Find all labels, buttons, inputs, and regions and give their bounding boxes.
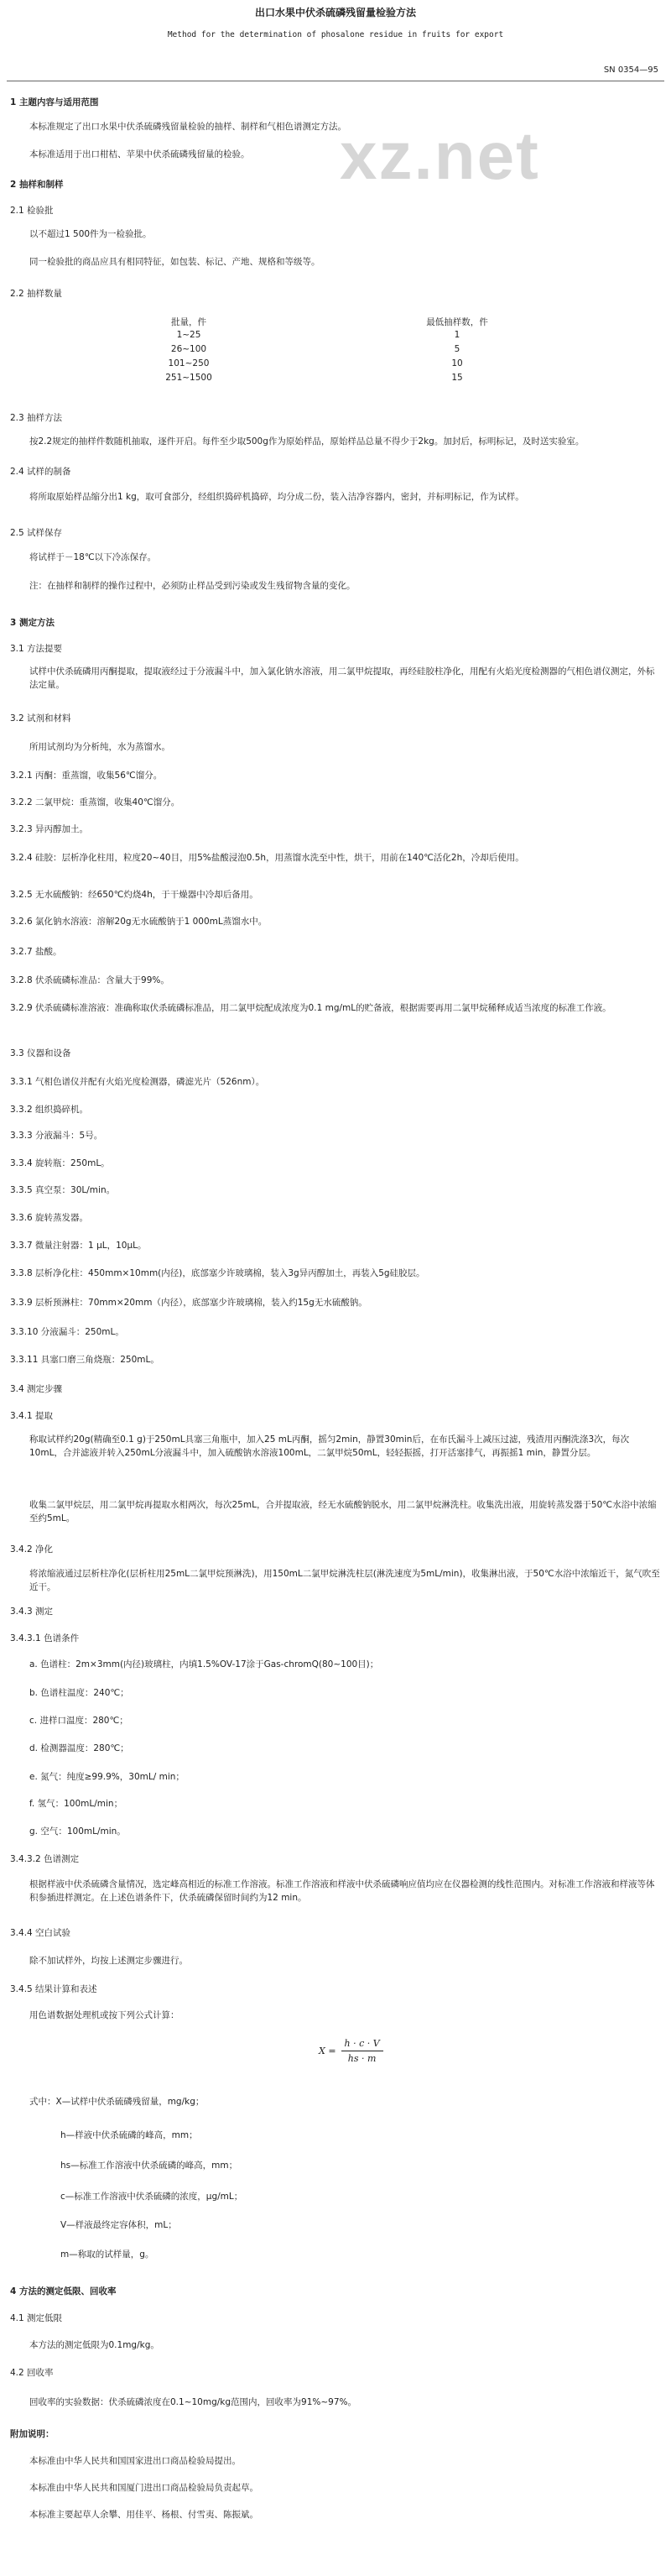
clause: 3.3.1 气相色谱仪并配有火焰光度检测器，磷滤光片（526nm）。 bbox=[10, 1077, 265, 1087]
formula-fraction bbox=[341, 2038, 383, 2064]
section-4-heading: 4 方法的测定低限、回收率 bbox=[10, 2286, 117, 2296]
section-1-heading: 1 主题内容与适用范围 bbox=[10, 97, 99, 107]
appendix-line: 本标准由中华人民共和国国家进出口商品检验局提出。 bbox=[29, 2456, 241, 2466]
formula-legend: 式中：X—试样中伏杀硫磷残留量，mg/kg； bbox=[29, 2097, 205, 2107]
clause: 3.3.4 旋转瓶：250mL。 bbox=[10, 1158, 110, 1168]
list-item: b. 色谱柱温度：240℃； bbox=[29, 1688, 129, 1698]
subsection-heading: 3.4 测定步骤 bbox=[10, 1384, 63, 1394]
list-item: e. 氮气：纯度≥99.9%，30mL/ min； bbox=[29, 1772, 185, 1782]
list-item: d. 检测器温度：280℃； bbox=[29, 1743, 129, 1753]
paragraph: 按2.2规定的抽样件数随机抽取，逐件开启。每件至少取500g作为原始样品，原始样品总量不得少于2kg。加封后，标明标记，及时送实验室。 bbox=[29, 436, 585, 447]
standard-number: SN 0354—95 bbox=[603, 65, 658, 75]
subsection-heading: 2.5 试样保存 bbox=[10, 528, 63, 538]
paragraph: 所用试剂均为分析纯，水为蒸馏水。 bbox=[29, 742, 170, 752]
subsection-heading: 3.3 仪器和设备 bbox=[10, 1048, 71, 1058]
subsection-heading: 4.1 测定低限 bbox=[10, 2313, 63, 2323]
subsection-heading: 3.4.4 空白试验 bbox=[10, 1928, 71, 1938]
watermark: xz.net bbox=[340, 118, 540, 193]
table-cell: 26~100 bbox=[170, 344, 207, 354]
document-title: 出口水果中伏杀硫磷残留量检验方法 bbox=[254, 7, 416, 18]
appendix-line: 本标准主要起草人余攀、用佳平、杨根、付雪夷、陈振斌。 bbox=[29, 2510, 258, 2520]
formula-numerator: h · c · V bbox=[341, 2038, 383, 2051]
section-1-paragraph: 本标准规定了出口水果中伏杀硫磷残留量检验的抽样、制样和气相色谱测定方法。 bbox=[29, 122, 346, 132]
subsection-heading: 3.4.1 提取 bbox=[10, 1411, 54, 1421]
clause: 3.3.3 分液漏斗：5号。 bbox=[10, 1131, 103, 1141]
subsection-heading: 3.4.2 净化 bbox=[10, 1544, 54, 1554]
table-header-cell: 批量，件 bbox=[171, 317, 206, 327]
paragraph: 本方法的测定低限为0.1mg/kg。 bbox=[29, 2340, 159, 2350]
clause: 3.2.4 硅胶：层析净化柱用，粒度20~40目，用5%盐酸浸泡0.5h，用蒸馏水洗至中性，烘干，用前在140℃活化2h，冷却后使用。 bbox=[10, 853, 524, 863]
subsection-heading: 3.4.5 结果计算和表述 bbox=[10, 1984, 97, 1994]
table-cell: 5 bbox=[454, 344, 460, 354]
list-item: a. 色谱柱：2m×3mm(内径)玻璃柱，内填1.5%OV-17涂于Gas-chromQ(80~100目)； bbox=[29, 1659, 379, 1669]
subsection-heading: 2.1 检验批 bbox=[10, 206, 54, 216]
clause: 3.3.5 真空泵：30L/min。 bbox=[10, 1185, 116, 1195]
clause: 3.3.11 具塞口磨三角烧瓶：250mL。 bbox=[10, 1355, 159, 1365]
clause: 3.3.7 微量注射器：1 μL，10μL。 bbox=[10, 1241, 147, 1251]
paragraph: 回收率的实验数据：伏杀硫磷浓度在0.1~10mg/kg范围内，回收率为91%~97%。 bbox=[29, 2397, 357, 2407]
formula-legend-item: h—样液中伏杀硫磷的峰高，mm； bbox=[60, 2130, 198, 2140]
appendix-line: 本标准由中华人民共和国厦门进出口商品检验局负责起草。 bbox=[29, 2483, 258, 2493]
subsection-heading: 3.2 试剂和材料 bbox=[10, 713, 71, 724]
table-cell: 15 bbox=[451, 373, 463, 383]
paragraph: 将浓缩液通过层析柱净化(层析柱用25mL二氯甲烷预淋洗)，用150mL二氯甲烷淋洗柱层(淋洗速度为5mL/min)，收集淋出液，于50℃水浴中浓缩近干，氮气吹至近干。 bbox=[29, 1569, 660, 1592]
list-item: g. 空气：100mL/min。 bbox=[29, 1826, 126, 1837]
appendix-heading: 附加说明： bbox=[10, 2429, 55, 2439]
clause: 3.3.9 层析预淋柱：70mm×20mm（内径），底部塞少许玻璃棉，装入约15g无水硫酸钠。 bbox=[10, 1298, 367, 1308]
clause: 3.3.2 组织捣碎机。 bbox=[10, 1105, 89, 1115]
paragraph: 收集二氯甲烷层，用二氯甲烷再提取水相两次，每次25mL，合并提取液，经无水硫酸钠脱水，用二氯甲烷淋洗柱。收集洗出液，用旋转蒸发器于50℃水浴中浓缩至约5mL。 bbox=[29, 1500, 657, 1523]
paragraph: 以不超过1 500件为一检验批。 bbox=[29, 229, 152, 239]
table-cell: 10 bbox=[451, 358, 463, 368]
formula-legend-item: hs—标准工作溶液中伏杀硫磷的峰高，mm； bbox=[60, 2161, 238, 2171]
clause: 3.2.8 伏杀硫磷标准品：含量大于99%。 bbox=[10, 975, 169, 985]
paragraph: 除不加试样外，均按上述测定步骤进行。 bbox=[29, 1956, 188, 1966]
formula-lhs: X = bbox=[319, 2046, 336, 2056]
document-subtitle: Method for the determination of phosalone residue in fruits for export bbox=[167, 30, 504, 39]
subsection-heading: 2.4 试样的制备 bbox=[10, 467, 71, 477]
clause: 3.2.1 丙酮：重蒸馏，收集56℃馏分。 bbox=[10, 771, 163, 781]
paragraph: 用色谱数据处理机或按下列公式计算： bbox=[29, 2010, 179, 2020]
subsection-heading: 3.1 方法提要 bbox=[10, 644, 63, 654]
section-3-heading: 3 测定方法 bbox=[10, 618, 55, 628]
table-cell: 251~1500 bbox=[165, 373, 212, 383]
paragraph: 将试样于－18℃以下冷冻保存。 bbox=[29, 552, 157, 562]
table-header-cell: 最低抽样数，件 bbox=[426, 317, 488, 327]
formula-denominator: hs · m bbox=[347, 2053, 377, 2064]
formula-legend-item: V—样液最终定容体积，mL； bbox=[60, 2220, 177, 2230]
section-2-heading: 2 抽样和制样 bbox=[10, 180, 64, 190]
table-cell: 1~25 bbox=[176, 330, 201, 340]
clause: 3.2.9 伏杀硫磷标准溶液：准确称取伏杀硫磷标准品，用二氯甲烷配成浓度为0.1 mg/mL的贮备液，根据需要再用二氯甲烷稀释成适当浓度的标准工作液。 bbox=[10, 1003, 611, 1013]
result-formula bbox=[319, 2038, 383, 2064]
formula-legend-item: m—称取的试样量，g。 bbox=[60, 2249, 154, 2260]
list-item: c. 进样口温度：280℃； bbox=[29, 1716, 128, 1726]
clause: 3.2.5 无水硫酸钠：经650℃灼烧4h，于干燥器中冷却后备用。 bbox=[10, 890, 258, 900]
paragraph: 将所取原始样品缩分出1 kg，取可食部分，经组织捣碎机捣碎，均分成二份，装入洁净容器内，密封，并标明标记，作为试样。 bbox=[29, 492, 524, 502]
clause: 3.3.6 旋转蒸发器。 bbox=[10, 1213, 89, 1223]
clause: 3.2.6 氯化钠水溶液：溶解20g无水硫酸钠于1 000mL蒸馏水中。 bbox=[10, 917, 268, 927]
section-1-paragraph: 本标准适用于出口柑桔、苹果中伏杀硫磷残留量的检验。 bbox=[29, 149, 250, 159]
paragraph: 根据样液中伏杀硫磷含量情况，选定峰高相近的标准工作溶液。标准工作溶液和样液中伏杀硫磷响应值均应在仪器检测的线性范围内。对标准工作溶液和样液等体积参插进样测定。在上述色谱条件下，伏杀硫磷保留时间约为12 min。 bbox=[29, 1879, 655, 1903]
clause: 3.3.10 分液漏斗：250mL。 bbox=[10, 1327, 124, 1337]
clause: 3.2.2 二氯甲烷：重蒸馏，收集40℃馏分。 bbox=[10, 797, 180, 807]
clause: 3.3.8 层析净化柱：450mm×10mm(内径)，底部塞少许玻璃棉，装入3g异丙醇加土，再装入5g硅胶层。 bbox=[10, 1268, 425, 1278]
table-cell: 1 bbox=[454, 330, 460, 340]
subsection-heading: 3.4.3.1 色谱条件 bbox=[10, 1633, 80, 1643]
formula-legend-item: c—标准工作溶液中伏杀硫磷的浓度，μg/mL； bbox=[60, 2192, 243, 2202]
clause: 3.2.3 异丙醇加土。 bbox=[10, 824, 89, 834]
clause: 3.2.7 盐酸。 bbox=[10, 947, 62, 957]
paragraph: 同一检验批的商品应具有相同特征，如包装、标记、产地、规格和等级等。 bbox=[29, 257, 320, 267]
subsection-heading: 2.3 抽样方法 bbox=[10, 413, 63, 423]
subsection-heading: 2.2 抽样数量 bbox=[10, 289, 63, 299]
note: 注：在抽样和制样的操作过程中，必须防止样品受到污染或发生残留物含量的变化。 bbox=[29, 581, 356, 591]
subsection-heading: 4.2 回收率 bbox=[10, 2368, 54, 2378]
subsection-heading: 3.4.3 测定 bbox=[10, 1607, 54, 1617]
subsection-heading: 3.4.3.2 色谱测定 bbox=[10, 1854, 80, 1864]
paragraph: 试样中伏杀硫磷用丙酮提取，提取液经过于分液漏斗中，加入氯化钠水溶液，用二氯甲烷提取，再经硅胶柱净化，用配有火焰光度检测器的气相色谱仪测定，外标法定量。 bbox=[29, 666, 655, 690]
paragraph: 称取试样约20g(精确至0.1 g)于250mL具塞三角瓶中，加入25 mL丙酮，摇匀2min，静置30min后，在布氏漏斗上减压过滤，残渣用丙酮洗涤3次，每次10mL，合并滤液并转入250mL分液漏斗中，加入硫酸钠水溶液100mL，二氯甲烷50mL，轻轻振摇，打开活塞排气，再振摇1 min，静置分层。 bbox=[29, 1434, 630, 1458]
list-item: f. 氢气：100mL/min； bbox=[29, 1799, 123, 1809]
table-cell: 101~250 bbox=[168, 358, 210, 368]
